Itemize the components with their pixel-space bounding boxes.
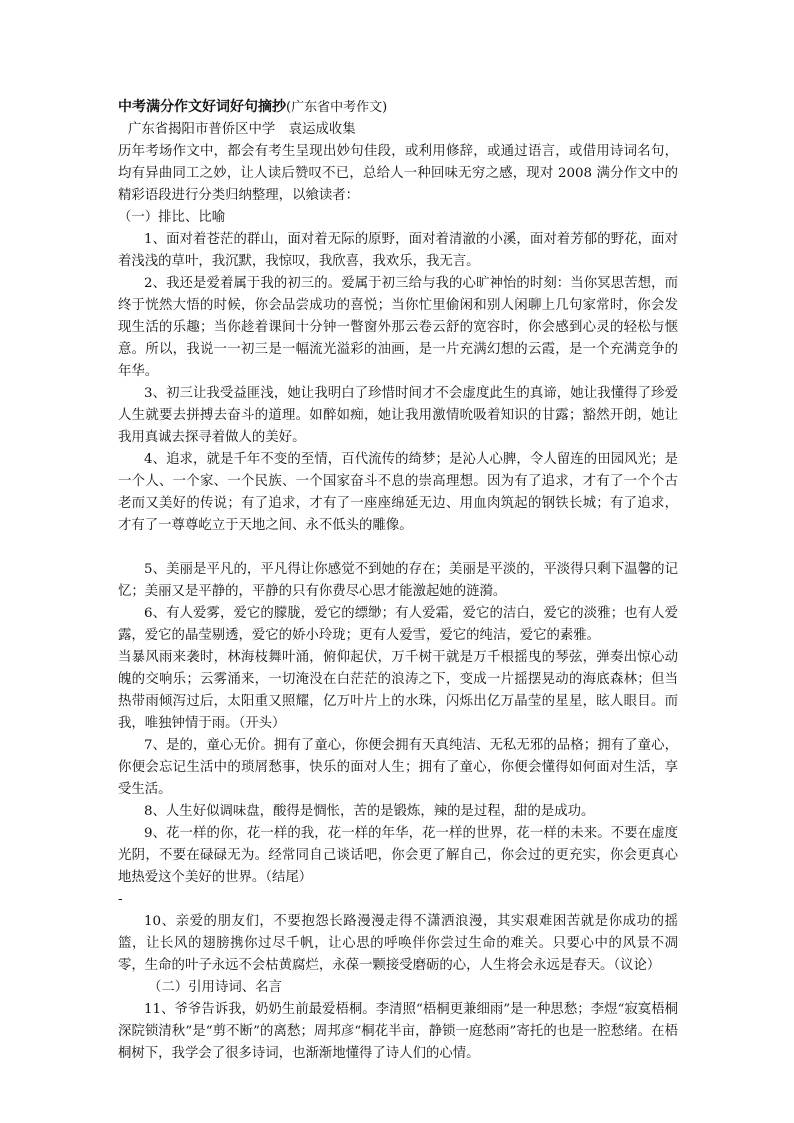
document-title	[118, 96, 678, 119]
paragraph-3: 3、初三让我受益匪浅，她让我明白了珍惜时间才不会虚度此生的真谛，她让我懂得了珍爱人生就要去拼搏去奋斗的道理。如醉如痴，她让我用激情吮吸着知识的甘露；豁然开朗，她让我用真诚去探寻着做人的美好。	[118, 386, 678, 445]
intro-paragraph: 历年考场作文中，都会有考生呈现出妙句佳段，或利用修辞，或通过语言，或借用诗词名句，均有异曲同工之妙，让人读后赞叹不已，总给人一种回味无穷之感，现对 2008 满分作文中的精彩语段进行分类归纳整理，以飨读者：	[118, 144, 678, 203]
paragraph-7: 7、是的，童心无价。拥有了童心，你便会拥有天真纯洁、无私无邪的品格；拥有了童心，你便会忘记生活中的琐屑愁事，快乐的面对人生；拥有了童心，你便会懂得如何面对生活，享受生活。	[118, 738, 678, 797]
paragraph-6-continued: 当暴风雨来袭时，林海枝舞叶涌，俯仰起伏，万千树干就是万千根摇曳的琴弦，弹奏出惊心动魄的交响乐；云雾涌来，一切淹没在白茫茫的浪涛之下，变成一片摇摆晃动的海底森林；但当热带雨倾泻过后，太阳重又照耀，亿万叶片上的水珠，闪烁出亿万晶莹的星星，眩人眼目。而我，唯独钟情于雨。（开头）	[118, 650, 678, 731]
paragraph-8: 8、人生好似调味盘，酸得是惆怅，苦的是锻炼，辣的是过程，甜的是成功。	[144, 804, 595, 819]
document-page	[118, 96, 678, 1065]
blank-line	[118, 537, 678, 559]
section-heading-1: （一）排比、比喻	[118, 210, 226, 225]
paragraph-9: 9、花一样的你，花一样的我，花一样的年华，花一样的世界，花一样的未来。不要在虚度光阴，不要在碌碌无为。经常同自己谈话吧，你会更了解自己，你会过的更充实，你会更真心地热爱这个美好的世界。（结尾）	[118, 826, 678, 885]
paragraph-10: 10、亲爱的朋友们，不要抱怨长路漫漫走得不潇洒浪漫，其实艰难困苦就是你成功的摇篮，让长风的翅膀携你过尽千帆，让心思的呼唤伴你尝过生命的难关。只要心中的风景不凋零，生命的叶子永远不会枯黄腐烂，永葆一颗接受磨砺的心，人生将会永远是春天。（议论）	[118, 914, 678, 973]
paragraph-11: 11、爷爷告诉我，奶奶生前最爱梧桐。李清照“梧桐更兼细雨”是一种思愁；李煜“寂寞梧桐深院锁清秋”是“剪不断”的离愁；周邦彦“桐花半亩，静锁一庭愁雨”寄托的也是一腔愁绪。在梧桐树下，我学会了很多诗词，也渐渐地懂得了诗人们的心情。	[118, 1002, 678, 1061]
paragraph-5: 5、美丽是平凡的，平凡得让你感觉不到她的存在；美丽是平淡的，平淡得只剩下温馨的记忆；美丽又是平静的，平静的只有你费尽心思才能激起她的涟漪。	[118, 562, 678, 599]
dash-line: -	[118, 892, 123, 907]
title-text: 中考满分作文好词好句摘抄	[118, 99, 286, 115]
author-line: 广东省揭阳市普侨区中学 袁运成收集	[128, 122, 356, 137]
paragraph-2: 2、我还是爱着属于我的初三的。爱属于初三给与我的心旷神怡的时刻：当你冥思苦想，而终于恍然大悟的时候，你会品尝成功的喜悦；当你忙里偷闲和别人闲聊上几句家常时，你会发现生活的乐趣；当你趁着课间十分钟一瞥窗外那云卷云舒的宽容时，你会感到心灵的轻松与惬意。所以，我说一一初三是一幅流光溢彩的油画，是一片充满幻想的云霞，是一个充满竞争的年华。	[118, 276, 678, 379]
title-note: (广东省中考作文)	[286, 100, 388, 115]
paragraph-1: 1、面对着苍茫的群山，面对着无际的原野，面对着清澈的小溪，面对着芳郁的野花，面对着浅浅的草叶，我沉默，我惊叹，我欣喜，我欢乐，我无言。	[118, 232, 678, 269]
paragraph-4: 4、追求，就是千年不变的至情，百代流传的绮梦；是沁人心脾，令人留连的田园风光；是一个人、一个家、一个民族、一个国家奋斗不息的崇高理想。因为有了追求，才有了一个个古老而又美好的传说；有了追求，才有了一座座绵延无边、用血肉筑起的钢铁长城；有了追求，才有了一尊尊屹立于天地之间、永不低头的雕像。	[118, 452, 678, 533]
paragraph-6: 6、有人爱雾，爱它的朦胧，爱它的缥缈；有人爱霜，爱它的洁白，爱它的淡雅；也有人爱露，爱它的晶莹剔透，爱它的娇小玲珑；更有人爱雪，爱它的纯洁，爱它的素雅。	[118, 606, 678, 643]
section-heading-2: （二）引用诗词、名言	[148, 980, 282, 995]
